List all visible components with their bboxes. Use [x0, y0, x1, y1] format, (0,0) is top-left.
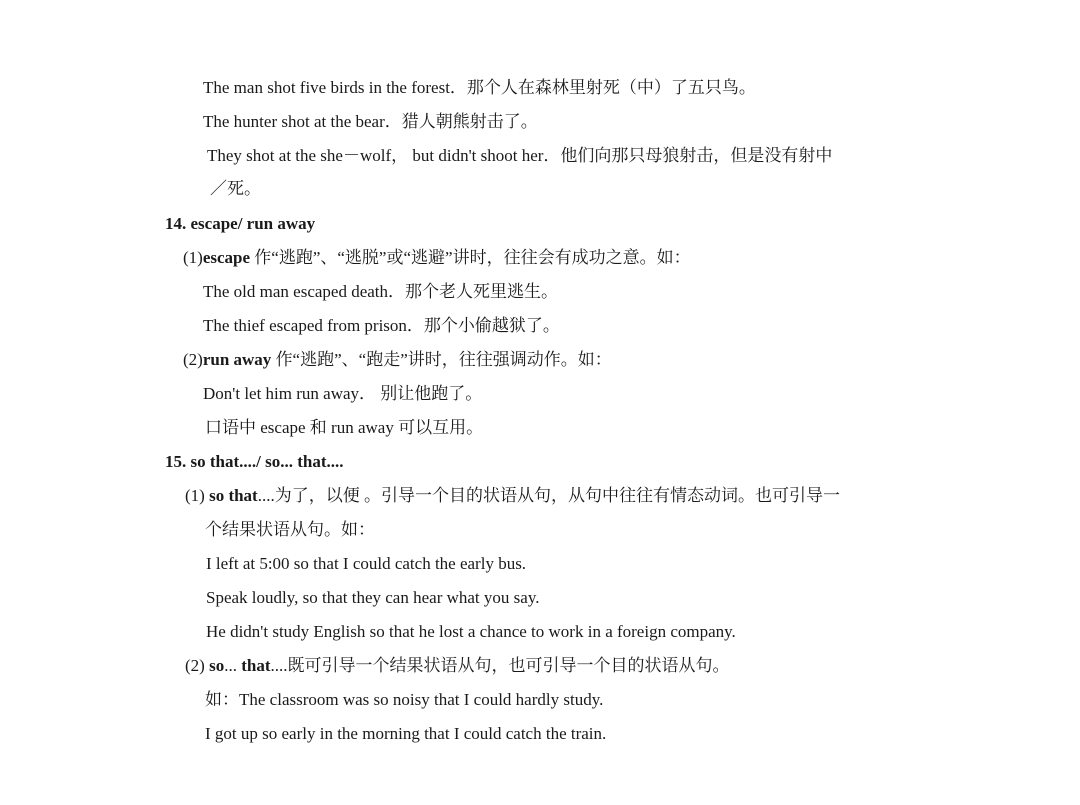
example-sentence-run-away	[203, 382, 482, 406]
usage-note-so-that-continued	[205, 518, 375, 542]
usage-note-so-that-pattern	[185, 654, 729, 678]
line-text: 如：The classroom was so noisy that I could hardly study.	[205, 690, 604, 709]
usage-note-so-that	[185, 484, 840, 508]
example-sentence-early-bus	[206, 552, 526, 576]
example-sentence-shot-birds	[203, 76, 756, 100]
line-text: He didn't study English so that he lost a chance to work in a foreign company.	[206, 622, 736, 641]
item-number: (1)	[183, 248, 203, 267]
keyword-that: that	[241, 656, 271, 675]
note-text: 作“逃跑”、“逃脱”或“逃避”讲时，往往会有成功之意。如：	[250, 248, 691, 267]
line-text: 个结果状语从句。如：	[205, 520, 375, 539]
line-text: The man shot five birds in the forest．那个人在森林里射死（中）了五只鸟。	[203, 78, 756, 97]
example-sentence-she-wolf-continued	[210, 177, 261, 201]
line-text: They shot at the she－wolf， but didn't shoot her．他们向那只母狼射击，但是没有射中	[207, 146, 833, 165]
note-text: ....为了，以便 。引导一个目的状语从句，从句中往往有情态动词。也可引导一	[257, 486, 840, 505]
example-sentence-speak-loudly	[206, 586, 539, 610]
usage-note-run-away	[183, 348, 612, 372]
heading-text: 15. so that..../ so... that....	[165, 452, 344, 471]
note-text: 作“逃跑”、“跑走”讲时，往往强调动作。如：	[271, 350, 612, 369]
heading-text: 14. escape/ run away	[165, 214, 316, 233]
line-text: 口语中 escape 和 run away 可以互用。	[205, 418, 484, 437]
example-sentence-study-english	[206, 620, 736, 644]
section-heading-15	[165, 450, 344, 474]
line-text: ／死。	[210, 179, 261, 198]
line-text: I left at 5:00 so that I could catch the early bus.	[206, 554, 527, 573]
item-number: (2)	[185, 656, 210, 675]
note-text: ....既可引导一个结果状语从句，也可引导一个目的状语从句。	[270, 656, 730, 675]
keyword-run-away: run away	[202, 350, 272, 369]
example-sentence-shot-bear	[203, 110, 538, 134]
line-text: I got up so early in the morning that I could catch the train.	[205, 724, 607, 743]
line-text: The thief escaped from prison．那个小偷越狱了。	[203, 316, 560, 335]
line-text: The hunter shot at the bear．猎人朝熊射击了。	[203, 112, 538, 131]
item-number: (1)	[185, 486, 210, 505]
example-sentence-escaped-prison	[203, 314, 560, 338]
ellipsis-text: ...	[224, 656, 242, 675]
item-number: (2)	[183, 350, 203, 369]
example-sentence-noisy-classroom	[205, 688, 603, 712]
keyword-so-that: so that	[209, 486, 258, 505]
line-text: Speak loudly, so that they can hear what you say.	[206, 588, 540, 607]
keyword-escape: escape	[202, 248, 251, 267]
line-text: Don't let him run away． 别让他跑了。	[203, 384, 483, 403]
keyword-so: so	[209, 656, 225, 675]
line-text: The old man escaped death．那个老人死里逃生。	[203, 282, 559, 301]
usage-note-escape	[183, 246, 691, 270]
section-heading-14	[165, 212, 315, 236]
example-sentence-catch-train	[205, 722, 606, 746]
usage-note-interchangeable	[205, 416, 483, 440]
example-sentence-escaped-death	[203, 280, 558, 304]
example-sentence-she-wolf	[207, 144, 832, 168]
